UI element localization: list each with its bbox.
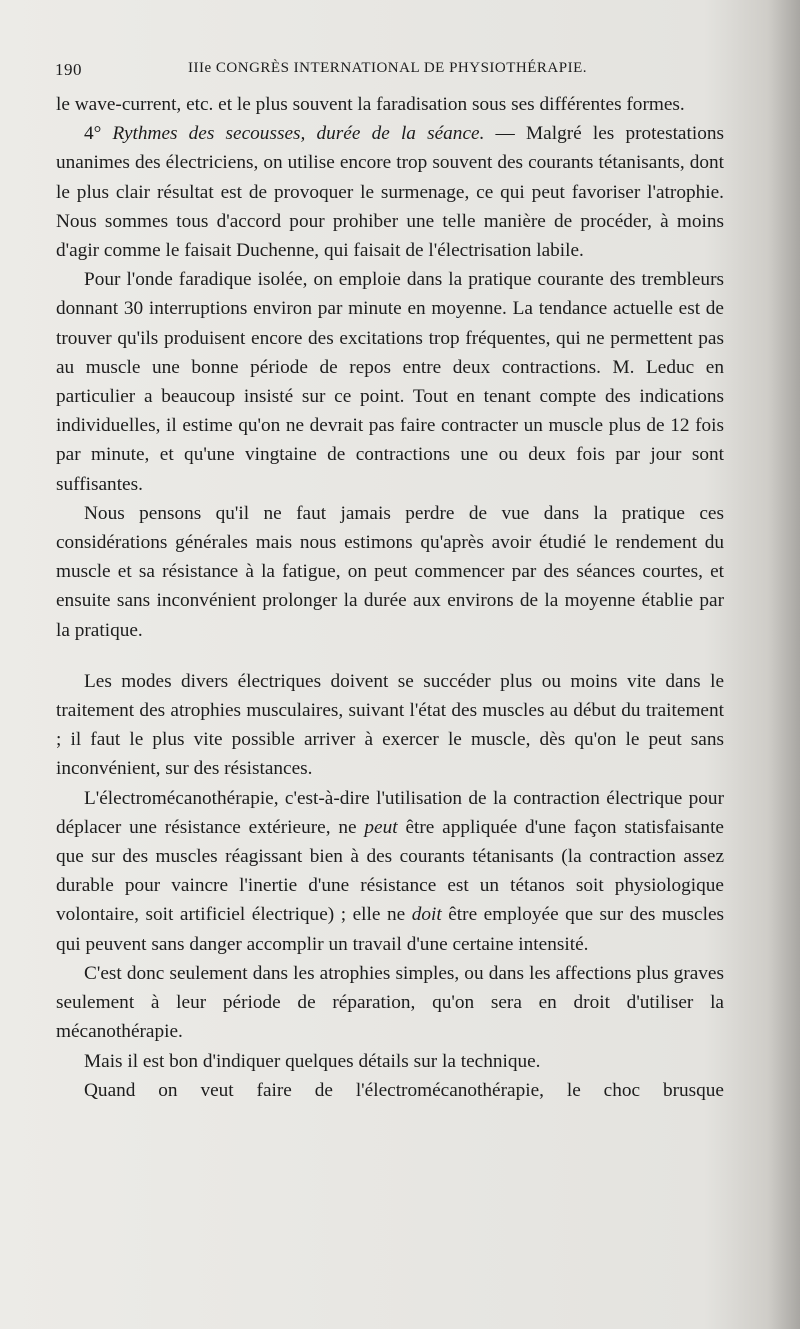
section-number: 4° — [84, 123, 102, 145]
emphasis-text: doit — [411, 904, 442, 926]
paragraph-atrophies-simples: C'est donc seulement dans les atrophies simples, ou dans les affections plus graves seulement à leur période de réparation, qu'on sera en droit d'utiliser la mécanothérapie. — [56, 962, 724, 1043]
paragraph-technique: Mais il est bon d'indiquer quelques détails sur la technique. — [84, 1050, 541, 1072]
paragraph-continuation: le wave-current, etc. et le plus souvent la faradisation sous ses différentes formes. — [56, 94, 685, 115]
body-text — [56, 90, 724, 1105]
paragraph-onde-faradique: Pour l'onde faradique isolée, on emploie dans la pratique courante des trembleurs donnant 30 interruptions environ par minute en moyenne. La tendance actuelle est de trouver qu'ils produisent encore des excitations trop fréquentes, qui ne permettent pas au muscle une bonne période de repos entre deux contractions. M. Leduc en particulier a beaucoup insisté sur ce point. Tout en tenant compte des indications individuelles, il estime qu'on ne devrait pas faire contracter un muscle plus de 12 fois par minute, et qu'une vingtaine de contractions une ou deux fois par jour sont suffisantes. — [56, 269, 724, 495]
paragraph-text-part: être employée que sur des muscles qui peuvent sans danger accomplir un travail d'une certaine intensité. — [56, 904, 724, 955]
paragraph-considerations: Nous pensons qu'il ne faut jamais perdre de vue dans la pratique ces considérations générales mais nous estimons qu'après avoir étudié le rendement du muscle et sa résistance à la fatigue, on peut commencer par des séances courtes, et ensuite sans inconvénient prolonger la durée aux environs de la moyenne établie par la pratique. — [56, 502, 724, 641]
running-title: IIIe CONGRÈS INTERNATIONAL DE PHYSIOTHÉRAPIE. — [188, 60, 587, 76]
running-head — [55, 60, 655, 84]
paragraph-modes-electriques: Les modes divers électriques doivent se succéder plus ou moins vite dans le traitement des atrophies musculaires, suivant l'état des muscles au début du traitement ; il faut le plus vite possible arriver à exercer le muscle, dès qu'on le peut sans inconvénient, sur des résistances. — [56, 670, 724, 780]
emphasis-text: peut — [364, 816, 398, 838]
paragraph-electromecanotherapie — [56, 784, 724, 959]
paragraph-choc-brusque: Quand on veut faire de l'électromécanothérapie, le choc brusque — [84, 1079, 724, 1101]
section-text: — Malgré les protestations unanimes des électriciens, on utilise encore trop souvent des courants tétanisants, dont le plus clair résultat est de provoquer le surmenage, ce qui peut favoriser l'atrophie. Nous sommes tous d'accord pour prohiber une telle manière de procéder, à moins d'agir comme le faisait Duchenne, qui faisait de l'électrisation labile. — [56, 123, 724, 262]
paragraph-text-part: être appliquée d'une façon statisfaisante que sur des muscles réagissant bien à des courants tétanisants (la contraction assez durable pour vaincre l'inertie d'une résistance est un tétanos soit physiologique volontaire, soit artificiel électrique) ; elle ne — [56, 816, 724, 926]
paragraph-section-4 — [56, 119, 724, 265]
section-heading: Rythmes des secousses, durée de la séance. — [112, 123, 485, 145]
page-number: 190 — [55, 60, 82, 79]
paragraph-text-part: L'électromécanothérapie, c'est-à-dire l'utilisation de la contraction électrique pour déplacer une résistance extérieure, ne — [56, 787, 724, 838]
